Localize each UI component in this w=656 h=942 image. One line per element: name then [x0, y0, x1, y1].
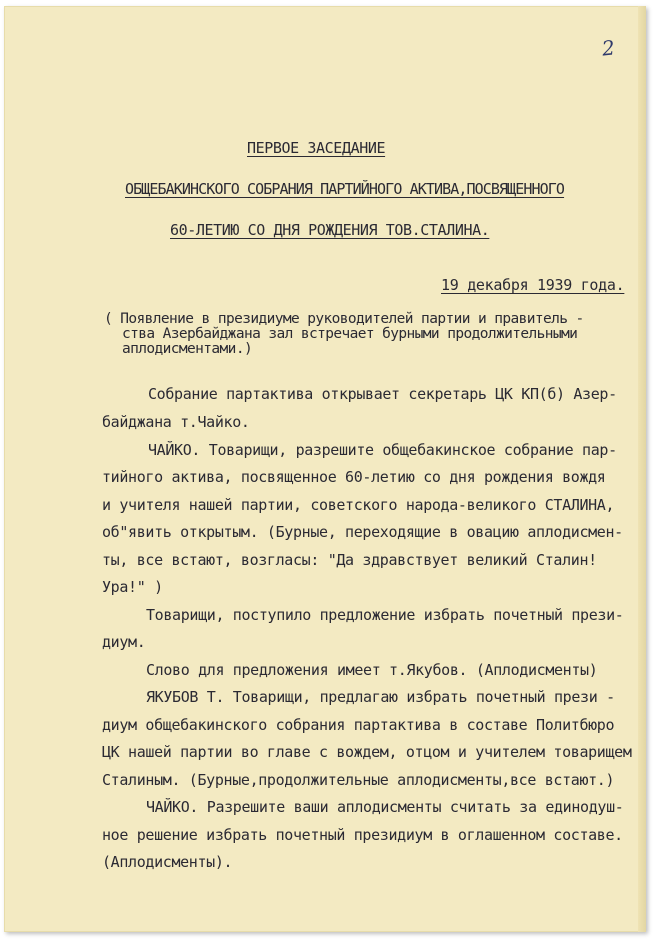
- stage-remark-line: ( Появление в президиуме руководителей партии и правитель -: [104, 311, 584, 327]
- body-line: ное решение избрать почетный президиум в оглашенном составе.: [102, 826, 623, 844]
- body-line: и учителя нашей партии, советского народа-великого СТАЛИНА,: [102, 496, 615, 514]
- title-line-3: 60-ЛЕТИЮ СО ДНЯ РОЖДЕНИЯ ТОВ.СТАЛИНА.: [170, 221, 490, 239]
- title-line-2: ОБЩЕБАКИНСКОГО СОБРАНИЯ ПАРТИЙНОГО АКТИВА,ПОСВЯЩЕННОГО: [125, 180, 565, 198]
- handwritten-page-number: 2: [600, 35, 616, 61]
- body-line: Слово для предложения имеет т.Якубов. (Аплодисменты): [146, 661, 598, 679]
- body-line: ЯКУБОВ Т. Товарищи, предлагаю избрать почетный прези -: [146, 688, 615, 706]
- stage-remark-line: ства Азербайджана зал встречает бурными продолжительными: [122, 326, 578, 342]
- document-page: [4, 6, 646, 932]
- body-line: ЧАЙКО. Разрешите ваши аплодисменты считать за единодуш-: [146, 798, 624, 816]
- body-line: об"явить открытым. (Бурные, переходящие в овацию аплодисмен-: [102, 523, 623, 541]
- body-line: ЧАЙКО. Товарищи, разрешите общебакинское собрание пар-: [148, 441, 617, 459]
- body-line: байджана т.Чайко.: [102, 413, 250, 431]
- body-line: тийного актива, посвященное 60-летию со дня рождения вождя: [102, 468, 606, 486]
- body-line: ты, все встают, возгласы: "Да здравствует великий Сталин!: [102, 551, 597, 569]
- body-line: (Аплодисменты).: [102, 853, 233, 871]
- title-line-1: ПЕРВОЕ ЗАСЕДАНИЕ: [247, 139, 386, 157]
- body-line: Ура!" ): [102, 578, 163, 596]
- meeting-date: 19 декабря 1939 года.: [441, 276, 625, 294]
- body-line: Собрание партактива открывает секретарь ЦК КП(б) Азер-: [148, 385, 617, 403]
- stage-remark-line: аплодисментами.): [122, 341, 253, 357]
- body-line: диум.: [102, 633, 146, 651]
- body-line: Товарищи, поступило предложение избрать почетный прези-: [146, 606, 624, 624]
- body-line: диум общебакинского собрания партактива в составе Политбюро: [102, 716, 615, 734]
- body-line: Сталиным. (Бурные,продолжительные аплодисменты,все встают.): [102, 771, 615, 789]
- body-line: ЦК нашей партии во главе с вождем, отцом и учителем товарищем: [102, 743, 632, 761]
